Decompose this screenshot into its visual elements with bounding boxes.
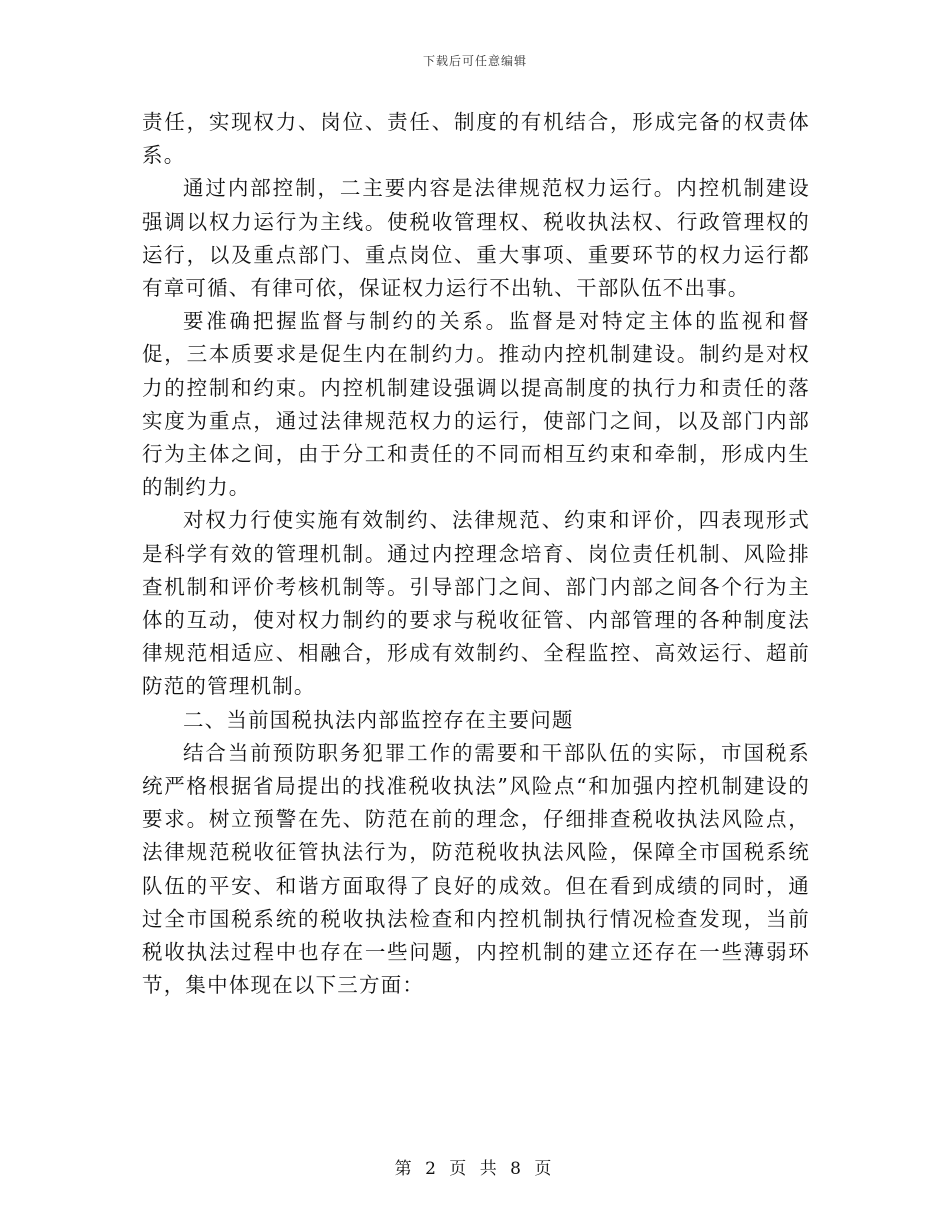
paragraph-continuation: 责任，实现权力、岗位、责任、制度的有机结合，形成完备的权责体系。 [142,110,810,168]
paragraph: 对权力行使实施有效制约、法律规范、约束和评价，四表现形式是科学有效的管理机制。通过内控理念培育、岗位责任机制、风险排查机制和评价考核机制等。引导部门之间、部门内部之间各个行为主体的互动，使对权力制约的要求与税收征管、内部管理的各种制度法律规范相适应、相融合，形成有效制约、全程监控、高效运行、超前防范的管理机制。 [142,508,810,699]
page-header: 下载后可任意编辑 [422,54,527,68]
page-number: 第 2 页 共 8 页 [394,1159,556,1179]
paragraph: 结合当前预防职务犯罪工作的需要和干部队伍的实际，市国税系统严格根据省局提出的找准税收执法”风险点“和加强内控机制建设的要求。树立预警在先、防范在前的理念，仔细排查税收执法风险点，法律规范税收征管执法行为，防范税收执法风险，保障全市国税系统队伍的平安、和谐方面取得了良好的成效。但在看到成绩的同时，通过全市国税系统的税收执法检查和内控机制执行情况检查发现，当前税收执法过程中也存在一些问题，内控机制的建立还存在一些薄弱环节，集中体现在以下三方面： [142,740,810,998]
section-heading: 二、当前国税执法内部监控存在主要问题 [183,707,574,732]
document-body [142,106,810,1002]
paragraph: 通过内部控制，二主要内容是法律规范权力运行。内控机制建设强调以权力运行为主线。使税收管理权、税收执法权、行政管理权的运行，以及重点部门、重点岗位、重大事项、重要环节的权力运行都有章可循、有律可依，保证权力运行不出轨、干部队伍不出事。 [142,176,810,301]
paragraph: 要准确把握监督与制约的关系。监督是对特定主体的监视和督促，三本质要求是促生内在制约力。推动内控机制建设。制约是对权力的控制和约束。内控机制建设强调以提高制度的执行力和责任的落实度为重点，通过法律规范权力的运行，使部门之间，以及部门内部行为主体之间，由于分工和责任的不同而相互约束和牵制，形成内生的制约力。 [142,309,810,500]
